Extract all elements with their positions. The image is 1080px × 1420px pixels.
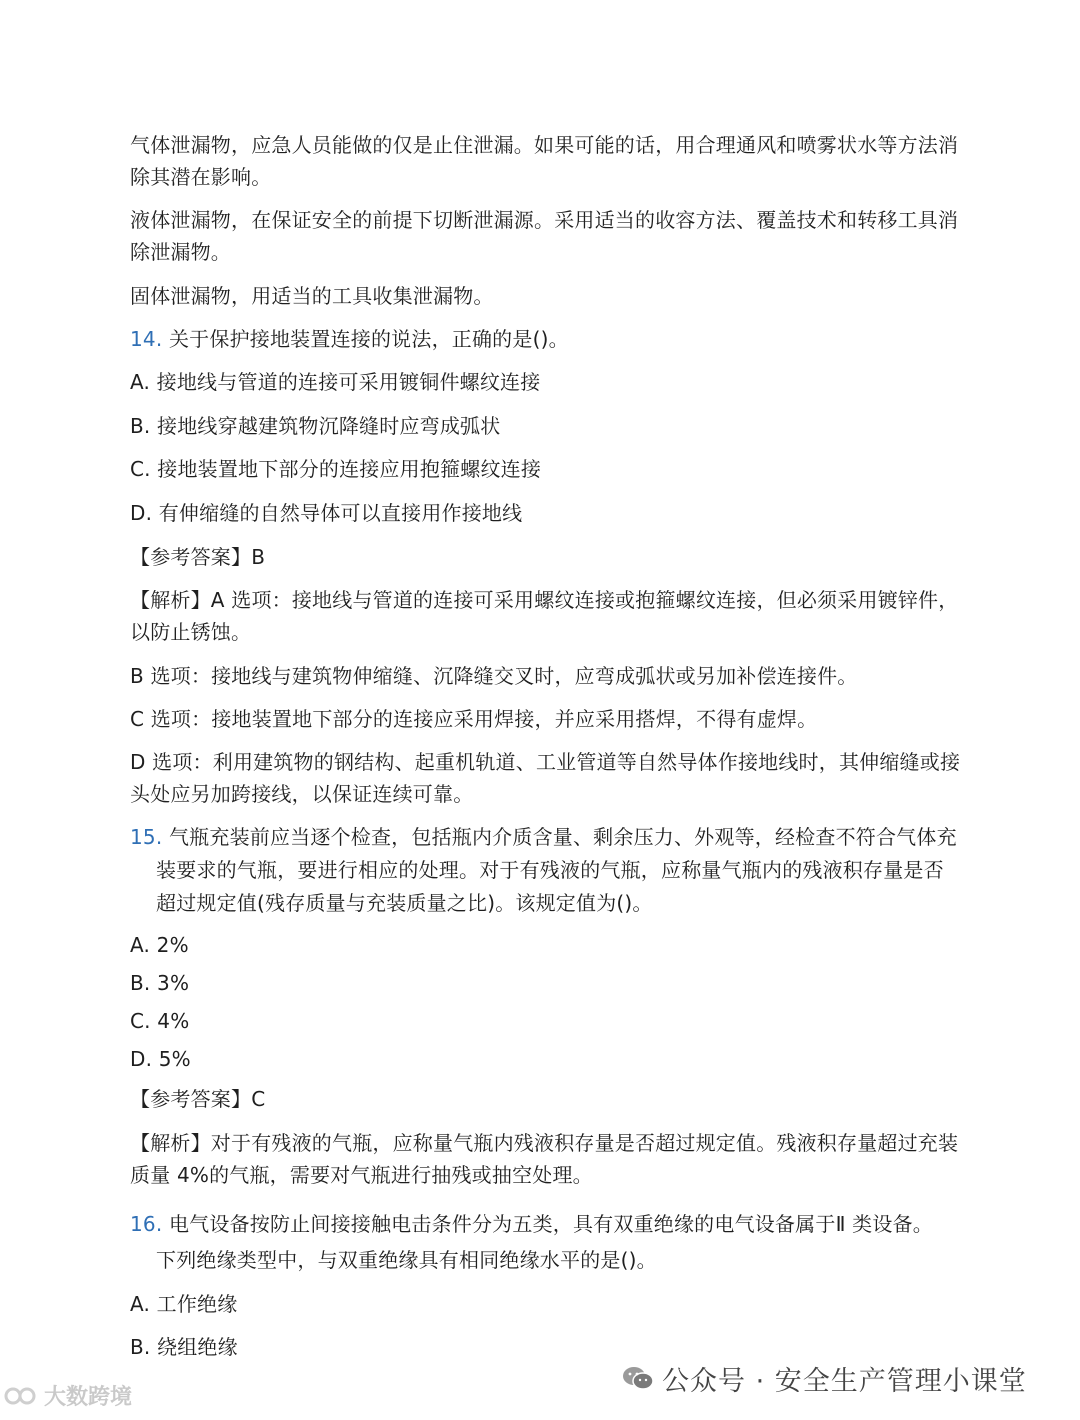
option-a: A. 接地线与管道的连接可采用镀铜件螺纹连接 [130,370,541,394]
option-d: D. 5% [130,1047,191,1071]
option-b: B. 接地线穿越建筑物沉降缝时应弯成弧状 [130,414,501,438]
option-d: D. 有伸缩缝的自然导体可以直接用作接地线 [130,501,523,525]
explanation-line: C 选项：接地装置地下部分的连接应采用焊接，并应采用搭焊，不得有虚焊。 [130,707,818,731]
question-text: 超过规定值(残存质量与充装质量之比)。该规定值为()。 [156,891,653,915]
answer-line: 【参考答案】C [130,1087,266,1111]
option-b: B. 3% [130,971,190,995]
question-number: 15. [130,825,163,849]
wechat-icon [622,1365,654,1391]
question-number: 16. [130,1212,163,1236]
option-c: C. 4% [130,1009,190,1033]
logo-icon [4,1384,38,1408]
option-a: A. 工作绝缘 [130,1292,238,1316]
question-16-stem [130,1207,933,1241]
explanation-line: 质量 4%的气瓶，需要对气瓶进行抽残或抽空处理。 [130,1163,593,1187]
question-14-stem [130,322,569,356]
explanation-line: 【解析】对于有残液的气瓶，应称量气瓶内残液积存量是否超过规定值。残液积存量超过充装 [130,1131,959,1155]
option-a: A. 2% [130,933,189,957]
explanation-line: B 选项：接地线与建筑物伸缩缝、沉降缝交叉时，应弯成弧状或另加补偿连接件。 [130,664,858,688]
question-text: 下列绝缘类型中，与双重绝缘具有相同绝缘水平的是()。 [156,1248,657,1272]
wechat-watermark [622,1358,1027,1398]
question-text: 装要求的气瓶，要进行相应的处理。对于有残液的气瓶，应称量气瓶内的残液积存量是否 [156,858,944,882]
option-c: C. 接地装置地下部分的连接应用抱箍螺纹连接 [130,457,542,481]
explanation-line: D 选项：利用建筑物的钢结构、起重机轨道、工业管道等自然导体作接地线时，其伸缩缝或接 [130,750,961,774]
paragraph-line: 固体泄漏物，用适当的工具收集泄漏物。 [130,284,494,308]
explanation-line: 【解析】A 选项：接地线与管道的连接可采用螺纹连接或抱箍螺纹连接，但必须采用镀锌件， [130,588,959,612]
answer-line: 【参考答案】B [130,545,266,569]
paragraph-line: 液体泄漏物，在保证安全的前提下切断泄漏源。采用适当的收容方法、覆盖技术和转移工具消 [130,208,959,232]
watermark-text: 公众号 · 安全生产管理小课堂 [662,1365,1027,1397]
corner-watermark [4,1380,132,1411]
explanation-line: 以防止锈蚀。 [130,620,252,644]
question-text: 气瓶充装前应当逐个检查，包括瓶内介质含量、剩余压力、外观等，经检查不符合气体充 [168,825,957,849]
question-text: 关于保护接地装置连接的说法，正确的是()。 [168,327,569,351]
question-text: 电气设备按防止间接接触电击条件分为五类，具有双重绝缘的电气设备属于Ⅱ 类设备。 [168,1212,933,1236]
paragraph-line: 除泄漏物。 [130,240,231,264]
question-15-stem [130,820,957,854]
paragraph-line: 气体泄漏物，应急人员能做的仅是止住泄漏。如果可能的话，用合理通风和喷雾状水等方法消 [130,133,959,157]
paragraph-line: 除其潜在影响。 [130,165,272,189]
explanation-line: 头处应另加跨接线，以保证连续可靠。 [130,782,474,806]
option-b: B. 绕组绝缘 [130,1335,238,1359]
question-number: 14. [130,327,163,351]
corner-watermark-text: 大数跨境 [44,1385,133,1410]
